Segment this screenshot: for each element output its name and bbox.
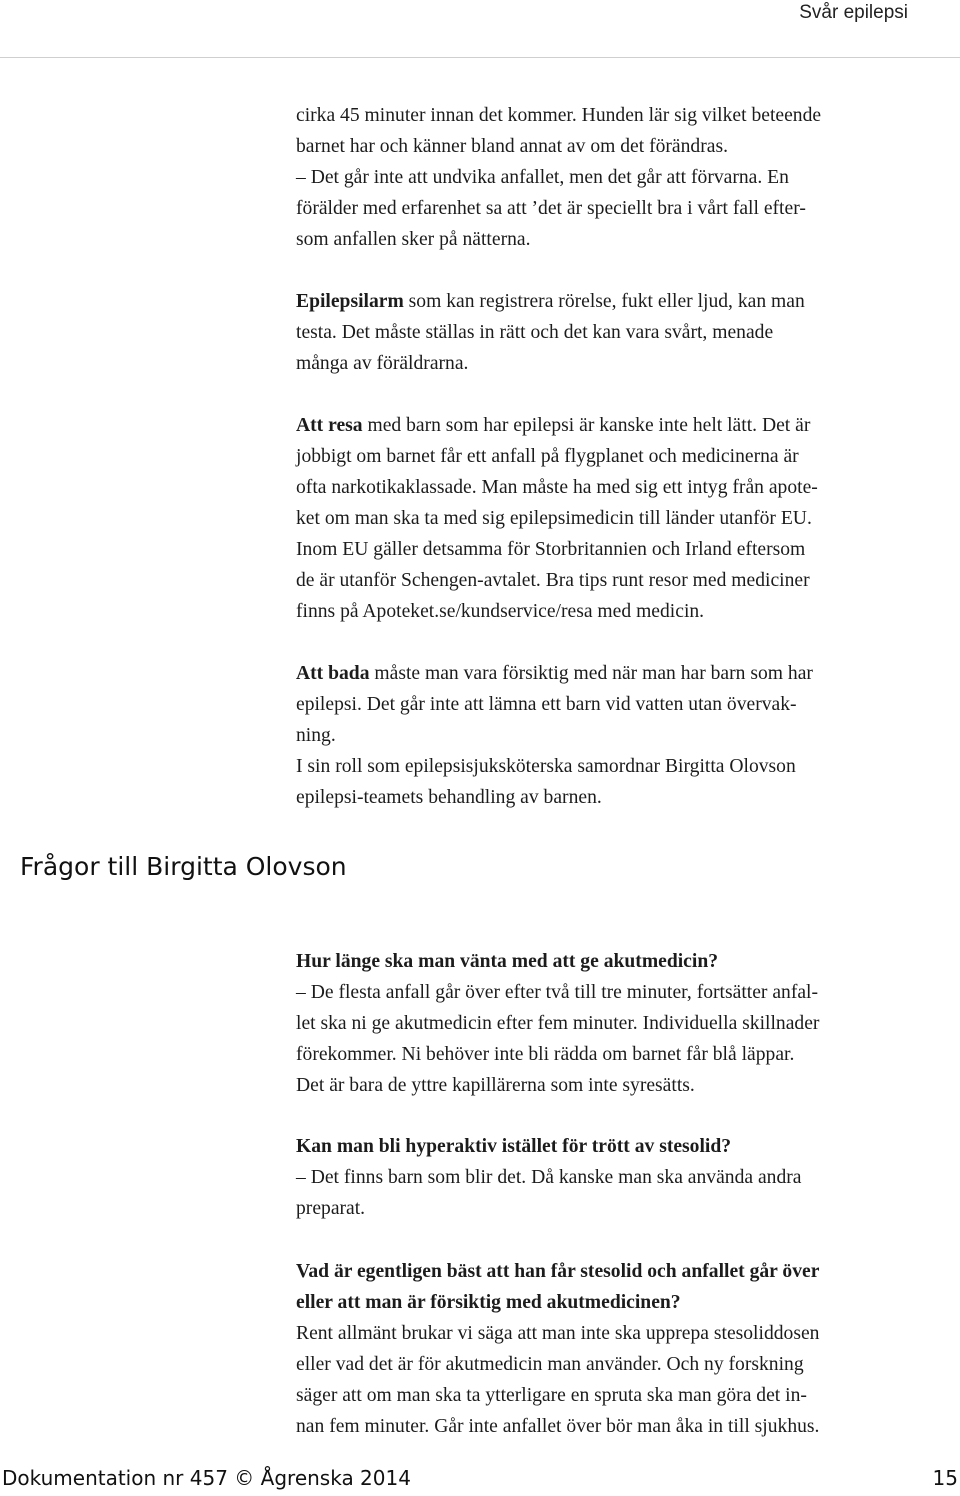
- text-line: ning.: [296, 725, 336, 746]
- qa-item: [296, 1131, 928, 1224]
- answer-line: nan fem minuter. Går inte anfallet över bör man åka in till sjukhus.: [296, 1416, 820, 1437]
- text-line: I sin roll som epilepsisjuksköterska samordnar Birgitta Olovson: [296, 756, 796, 777]
- intro-paragraph: [296, 100, 928, 255]
- epilepsilarm-paragraph: [296, 286, 928, 379]
- text-line: [296, 658, 928, 689]
- text-line: som anfallen sker på nätterna.: [296, 229, 531, 250]
- footer-credit: Dokumentation nr 457 © Ågrenska 2014: [2, 1466, 411, 1490]
- question-text: eller att man är försiktig med akutmedicinen?: [296, 1292, 681, 1313]
- text-line: testa. Det måste ställas in rätt och det kan vara svårt, menade: [296, 322, 774, 343]
- text-line: cirka 45 minuter innan det kommer. Hunden lär sig vilket beteende: [296, 105, 822, 126]
- text-line: många av föräldrarna.: [296, 353, 469, 374]
- resa-lead: Att resa: [296, 415, 363, 436]
- qa-item: [296, 1256, 928, 1442]
- resa-paragraph: [296, 410, 928, 627]
- text-line: ofta narkotikaklassade. Man måste ha med sig ett intyg från apote-: [296, 477, 818, 498]
- text-line: de är utanför Schengen-avtalet. Bra tips runt resor med mediciner: [296, 570, 810, 591]
- text-line: [296, 410, 928, 441]
- text-line: [296, 286, 928, 317]
- answer-line: – De flesta anfall går över efter två till tre minuter, fortsätter anfal-: [296, 982, 819, 1003]
- bada-paragraph: [296, 658, 928, 813]
- question-line: [296, 1256, 928, 1287]
- bada-lead: Att bada: [296, 663, 370, 684]
- text-line: jobbigt om barnet får ett anfall på flygplanet och medicinerna är: [296, 446, 799, 467]
- answer-line: Det är bara de yttre kapillärerna som inte syresätts.: [296, 1075, 695, 1096]
- section-heading: Frågor till Birgitta Olovson: [20, 852, 347, 881]
- question-line: [296, 946, 928, 977]
- header-divider: [0, 57, 960, 58]
- answer-line: säger att om man ska ta ytterligare en spruta ska man göra det in-: [296, 1385, 807, 1406]
- question-line: [296, 1131, 928, 1162]
- line-rest: som kan registrera rörelse, fukt eller ljud, kan man: [403, 291, 805, 312]
- qa-item: [296, 946, 928, 1101]
- text-line: – Det går inte att undvika anfallet, men det går att förvarna. En: [296, 167, 789, 188]
- running-title: Svår epilepsi: [799, 2, 908, 23]
- line-rest: med barn som har epilepsi är kanske inte helt lätt. Det är: [362, 415, 811, 436]
- question-text: Kan man bli hyperaktiv istället för trött av stesolid?: [296, 1136, 732, 1157]
- answer-line: Rent allmänt brukar vi säga att man inte ska upprepa stesoliddosen: [296, 1323, 820, 1344]
- text-line: barnet har och känner bland annat av om det förändras.: [296, 136, 728, 157]
- text-line: epilepsi-teamets behandling av barnen.: [296, 787, 602, 808]
- text-line: förälder med erfarenhet sa att ’det är speciellt bra i vårt fall efter-: [296, 198, 806, 219]
- answer-line: eller vad det är för akutmedicin man använder. Och ny forskning: [296, 1354, 804, 1375]
- answer-line: – Det finns barn som blir det. Då kanske man ska använda andra: [296, 1167, 802, 1188]
- answer-line: preparat.: [296, 1198, 366, 1219]
- question-text: Vad är egentligen bäst att han får stesolid och anfallet går över: [296, 1261, 820, 1282]
- text-line: Inom EU gäller detsamma för Storbritannien och Irland eftersom: [296, 539, 806, 560]
- text-line: finns på Apoteket.se/kundservice/resa med medicin.: [296, 601, 705, 622]
- answer-line: let ska ni ge akutmedicin efter fem minuter. Individuella skillnader: [296, 1013, 820, 1034]
- question-text: Hur länge ska man vänta med att ge akutmedicin?: [296, 951, 719, 972]
- question-line: [296, 1287, 928, 1318]
- epilepsilarm-lead: Epilepsilarm: [296, 291, 404, 312]
- page-number: 15: [932, 1466, 958, 1490]
- line-rest: måste man vara försiktig med när man har barn som har: [369, 663, 813, 684]
- text-line: ket om man ska ta med sig epilepsimedicin till länder utanför EU.: [296, 508, 812, 529]
- text-line: epilepsi. Det går inte att lämna ett barn vid vatten utan övervak-: [296, 694, 797, 715]
- answer-line: förekommer. Ni behöver inte bli rädda om barnet får blå läppar.: [296, 1044, 795, 1065]
